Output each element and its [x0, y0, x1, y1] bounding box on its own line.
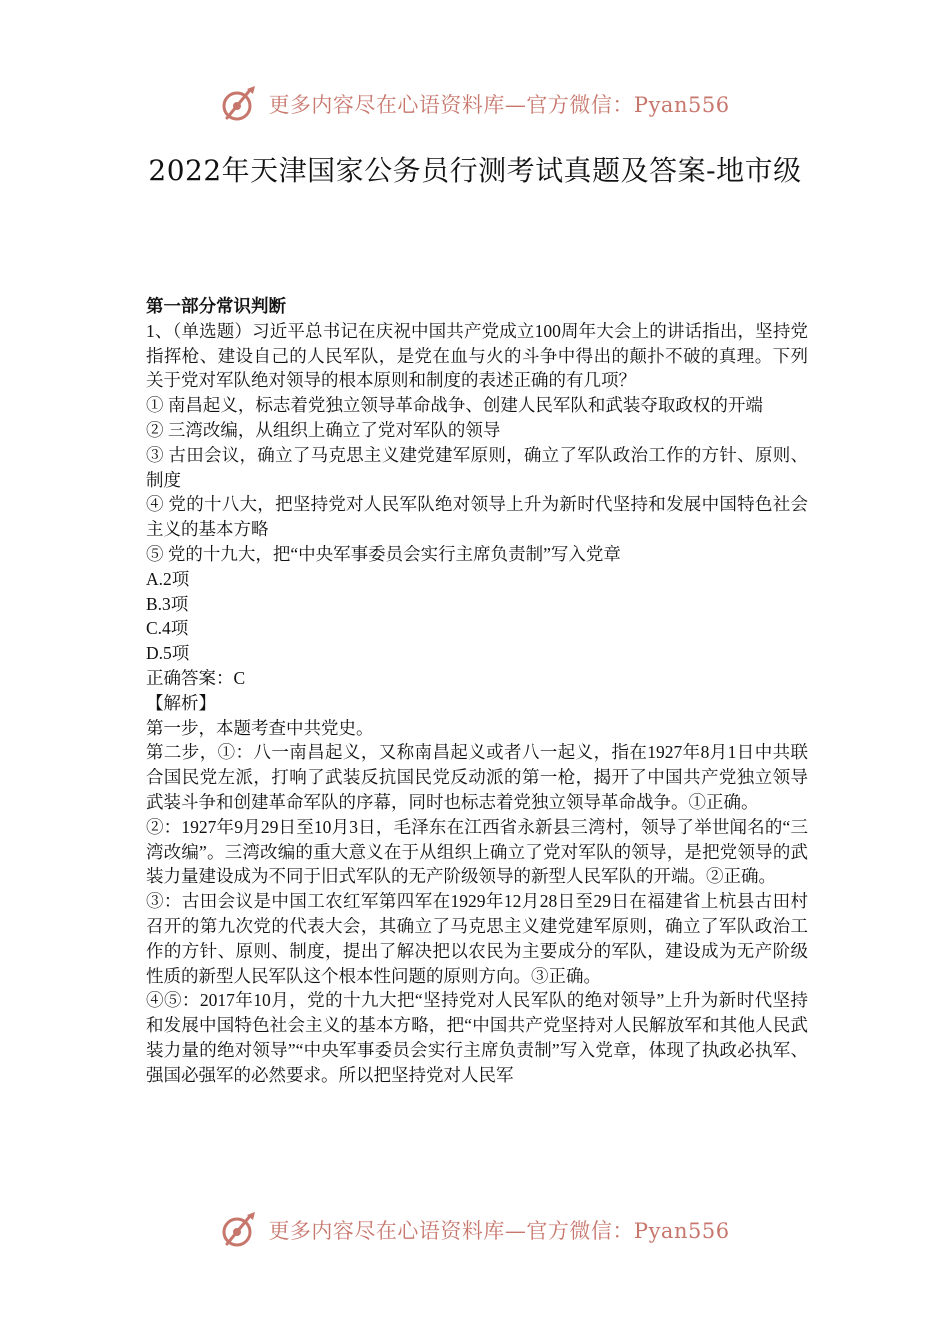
question-stem: 1、（单选题）习近平总书记在庆祝中国共产党成立100周年大会上的讲话指出，坚持党指挥枪、建设自己的人民军队，是党在血与火的斗争中得出的颠扑不破的真理。下列关于党对军队绝对领导的根本原则和制度的表述正确的有几项？ [146, 320, 808, 391]
section-heading: 第一部分常识判断 [146, 296, 286, 316]
analysis-paragraph: ③：古田会议是中国工农红军第四军在1929年12月28日至29日在福建省上杭县古田村召开的第九次党的代表大会，其确立了马克思主义建党建军原则，确立了军队政治工作的方针、原则、制度，提出了解决把以农民为主要成分的军队，建设成为无产阶级性质的新型人民军队这个根本性问题的原则方向。③正确。 [146, 891, 808, 986]
answer-option: C.4项 [146, 618, 189, 639]
header-banner [0, 82, 950, 126]
header-banner-text: 更多内容尽在心语资料库—官方微信：Pyan556 [268, 93, 730, 117]
document-body [146, 294, 808, 1088]
answer-option: A.2项 [146, 568, 190, 589]
statement-item: ① 南昌起义，标志着党独立领导革命战争、创建人民军队和武装夺取政权的开端 [146, 395, 763, 416]
analysis-paragraph: 第一步，本题考查中共党史。 [146, 717, 374, 738]
statement-item: ⑤ 党的十九大，把“中央军事委员会实行主席负责制”写入党章 [146, 543, 621, 564]
footer-banner [0, 1208, 950, 1252]
statement-item: ③ 古田会议，确立了马克思主义建党建军原则，确立了军队政治工作的方针、原则、制度 [146, 444, 808, 490]
answer-option: B.3项 [146, 593, 189, 614]
footer-banner-text: 更多内容尽在心语资料库—官方微信：Pyan556 [268, 1219, 730, 1243]
analysis-heading: 【解析】 [146, 692, 216, 713]
brush-logo-icon [220, 84, 260, 124]
answer-option: D.5项 [146, 643, 190, 664]
analysis-paragraph: 第二步，①：八一南昌起义，又称南昌起义或者八一起义，指在1927年8月1日中共联合国民党左派，打响了武装反抗国民党反动派的第一枪，揭开了中国共产党独立领导武装斗争和创建革命军队的序幕，同时也标志着党独立领导革命战争。①正确。 [146, 742, 808, 812]
statement-item: ④ 党的十八大，把坚持党对人民军队绝对领导上升为新时代坚持和发展中国特色社会主义的基本方略 [146, 494, 808, 540]
correct-answer: 正确答案：C [146, 667, 246, 688]
analysis-paragraph: ②：1927年9月29日至10月3日，毛泽东在江西省永新县三湾村，领导了举世闻名的“三湾改编”。三湾改编的重大意义在于从组织上确立了党对军队的领导，是把党领导的武装力量建设成为不同于旧式军队的无产阶级领导的新型人民军队的开端。②正确。 [146, 816, 808, 887]
brush-logo-icon [220, 1210, 260, 1250]
document-title: 2022年天津国家公务员行测考试真题及答案-地市级 [148, 154, 802, 187]
analysis-paragraph: ④⑤：2017年10月，党的十九大把“坚持党对人民军队的绝对领导”上升为新时代坚持和发展中国特色社会主义的基本方略，把“中国共产党坚持对人民解放军和其他人民武装力量的绝对领导”“中央军事委员会实行主席负责制”写入党章，体现了执政必执军、强国必强军的必然要求。所以把坚持党对人民军 [146, 990, 808, 1085]
statement-item: ② 三湾改编，从组织上确立了党对军队的领导 [146, 419, 501, 440]
